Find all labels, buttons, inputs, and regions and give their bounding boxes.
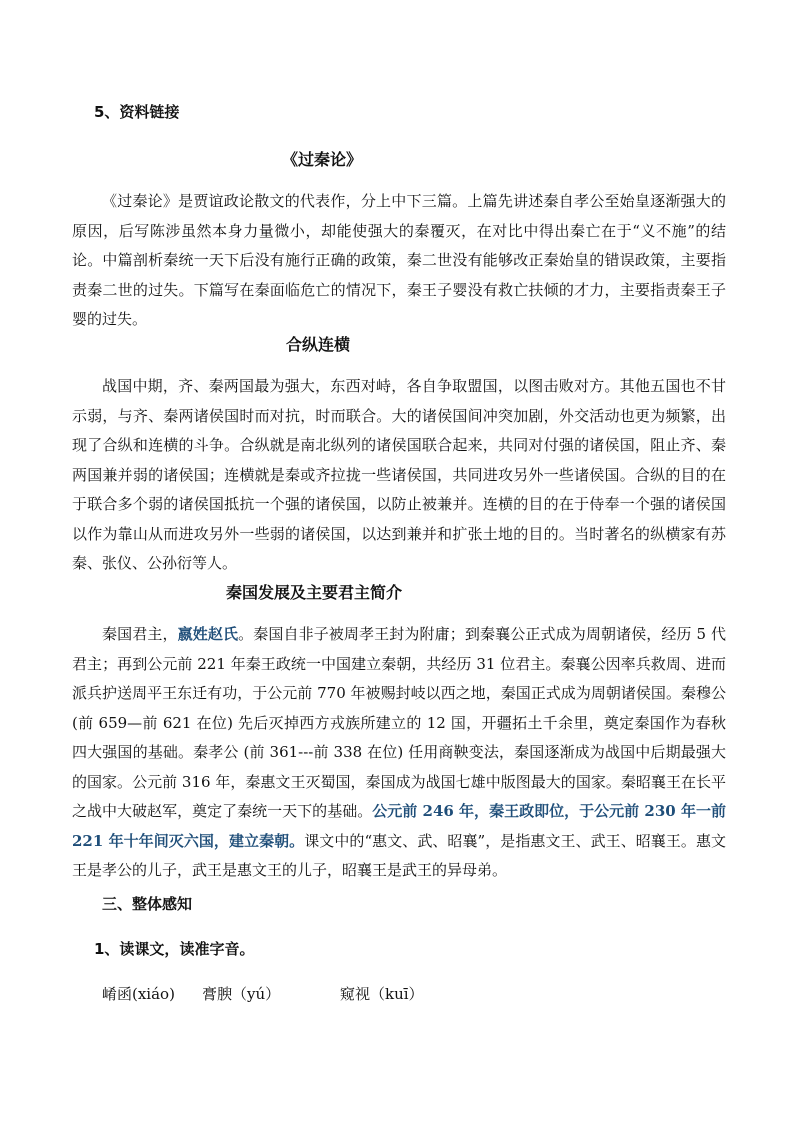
qinguo-highlight-surname: 嬴姓赵氏 (177, 625, 239, 643)
paragraph-hezong: 战国中期，齐、秦两国最为强大，东西对峙，各自争取盟国，以图击败对方。其他五国也不甘示弱，与齐、秦两诸侯国时而对抗，时而联合。大的诸侯国间冲突加剧，外交活动也更为频繁，出现了合纵和连横的斗争。合纵就是南北纵列的诸侯国联合起来，共同对付强的诸侯国，阻止齐、秦两国兼并弱的诸侯国；连横就是秦或齐拉拢一些诸侯国，共同进攻另外一些诸侯国。合纵的目的在于联合多个弱的诸侯国抵抗一个强的诸侯国，以防止被兼并。连横的目的在于侍奉一个强的诸侯国以作为靠山从而进攻另外一些弱的诸侯国，以达到兼并和扩张土地的目的。当时著名的纵横家有苏秦、张仪、公孙衍等人。 (72, 377, 726, 572)
title-qinguo: 秦国发展及主要君主简介 (226, 583, 403, 602)
section-heading-3: 三、整体感知 (102, 895, 193, 913)
title-hezong: 合纵连横 (286, 335, 351, 354)
qinguo-text-3: 课文中的“惠文、武、昭襄”，是指惠文王、武王、昭襄王。惠文王是孝公的儿子，武王是惠文王的儿子，昭襄王是武王的异母弟。 (72, 831, 726, 879)
subsection-heading-1: 1、读课文，读准字音。 (94, 940, 255, 958)
pronunciation-item: 崤函(xiáo) (102, 985, 175, 1003)
qinguo-highlight-unification: 公元前 246 年，秦王政即位，于公元前 230 年一前 221 年十年间灭六国，建立秦朝。 (72, 802, 726, 850)
qinguo-text-1: 秦国君主， (102, 625, 178, 643)
title-guoqinlun: 《过秦论》 (282, 150, 363, 169)
paragraph-guoqinlun: 《过秦论》是贾谊政论散文的代表作，分上中下三篇。上篇先讲述秦自孝公至始皇逐渐强大的原因，后写陈涉虽然本身力量微小，却能使强大的秦覆灭，在对比中得出秦亡在于“义不施”的结论。中篇剖析秦统一天下后没有施行正确的政策，秦二世没有能够改正秦始皇的错误政策，主要指责秦二世的过失。下篇写在秦面临危亡的情况下，秦王子婴没有救亡扶倾的才力，主要指责秦王子婴的过失。 (72, 192, 726, 328)
section-heading-5: 5、资料链接 (94, 103, 180, 121)
qinguo-text-2: 。秦国自非子被周孝王封为附庸；到秦襄公正式成为周朝诸侯，经历 5 代君主；再到公元前 221 年秦王政统一中国建立秦朝，共经历 31 位君主。秦襄公因率兵救周、进而派兵护送周平王东迁有功，于公元前 770 年被赐封岐以西之地，秦国正式成为周朝诸侯国。秦穆公 (前 659—前 621 在位) 先后灭掉西方戎族所建立的 12 国，开疆拓土千余里，奠定秦国作为春秋四大强国的基础。秦孝公 (前 361---前 338 在位) 任用商鞅变法，秦国逐渐成为战国中后期最强大的国家。公元前 316 年，秦惠文王灭蜀国，秦国成为战国七雄中版图最大的国家。秦昭襄王在长平之战中大破赵军，奠定了秦统一天下的基础。 (72, 625, 726, 820)
paragraph-qinguo (72, 620, 726, 886)
pronunciation-item: 膏腴（yú） (202, 985, 281, 1003)
pronunciation-item: 窥视（kuī） (340, 985, 424, 1003)
